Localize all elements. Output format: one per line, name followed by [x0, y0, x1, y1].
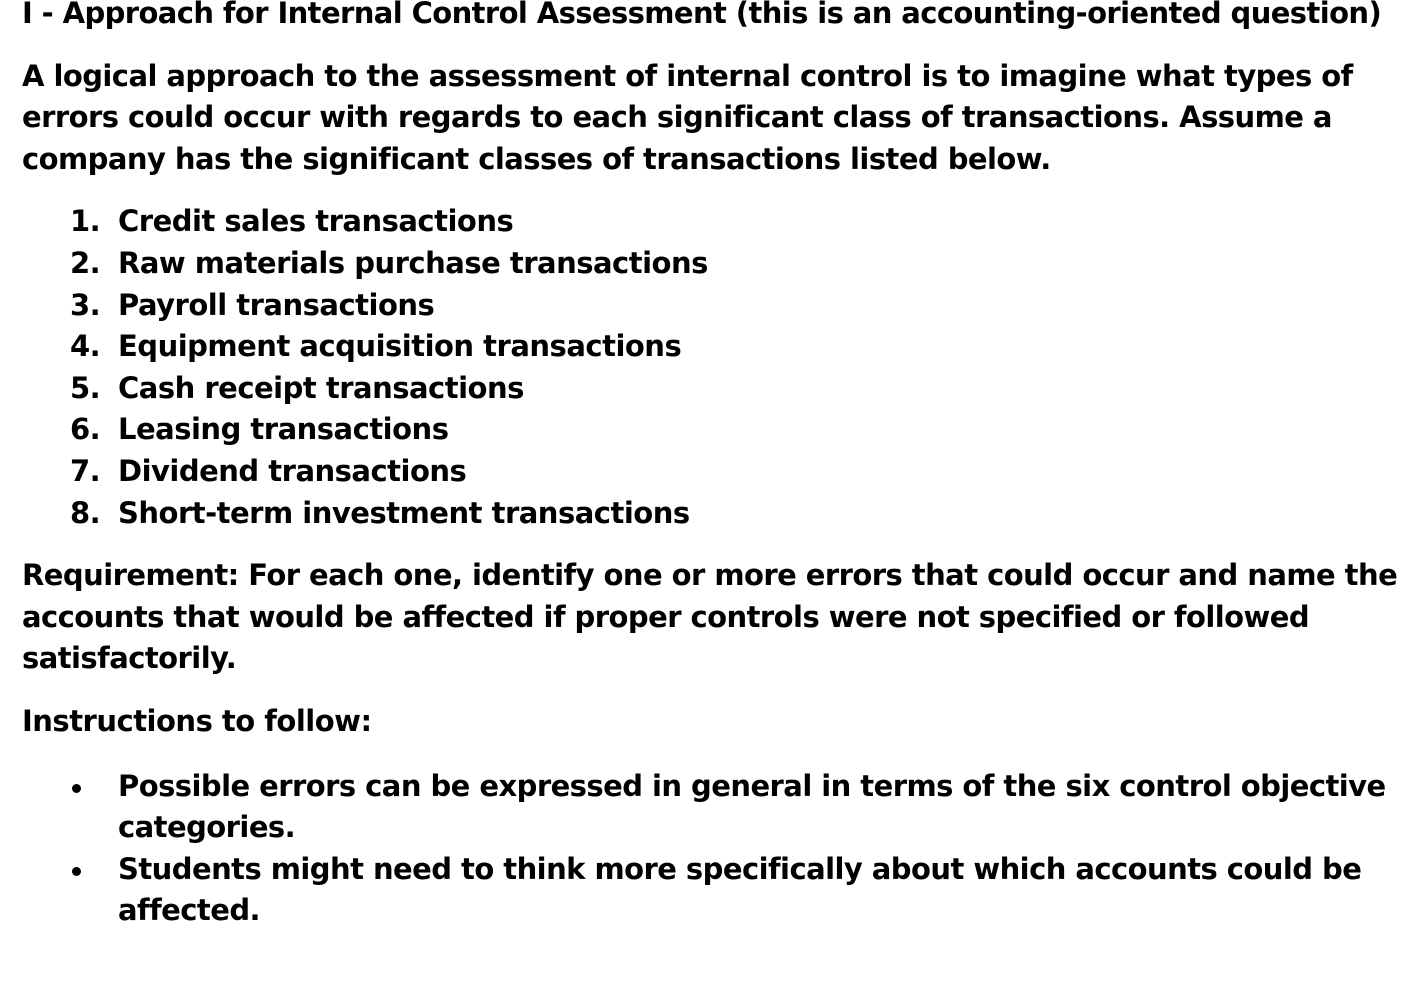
list-item-text: Credit sales transactions: [118, 204, 514, 239]
requirement-paragraph: Requirement: For each one, identify one or more errors that could occur and name the accounts that would be affected if proper controls were not specified or followed satisfactorily.: [22, 558, 1398, 676]
list-item: [22, 409, 1402, 451]
document-title: I - Approach for Internal Control Assessment (this is an accounting-oriented question): [22, 0, 1382, 30]
bullet-icon: [22, 849, 118, 932]
list-item-text: Leasing transactions: [118, 412, 449, 447]
list-number: 6.: [70, 412, 101, 447]
instructions-list: [22, 766, 1402, 932]
list-item: [22, 201, 1402, 243]
intro-paragraph: A logical approach to the assessment of internal control is to imagine what types of errors could occur with regards to each significant class of transactions. Assume a company has the significant classes of transactions listed below.: [22, 58, 1353, 176]
instruction-text: Students might need to think more specifically about which accounts could be affected.: [118, 851, 1362, 928]
list-number: 8.: [70, 495, 101, 530]
list-item-text: Cash receipt transactions: [118, 370, 524, 405]
bullet-icon: [22, 766, 118, 849]
list-item-text: Equipment acquisition transactions: [118, 329, 682, 364]
list-item: [22, 766, 1402, 849]
list-number: 2.: [70, 245, 101, 280]
list-number: 4.: [70, 329, 101, 364]
transaction-classes-list: [22, 201, 1402, 534]
list-number: 7.: [70, 453, 101, 488]
list-item-text: Short-term investment transactions: [118, 495, 690, 530]
instructions-heading: Instructions to follow:: [22, 703, 372, 738]
document: [22, 0, 1402, 932]
list-item: [22, 243, 1402, 285]
list-item: [22, 493, 1402, 535]
list-item-text: Payroll transactions: [118, 287, 435, 322]
list-item: [22, 849, 1402, 932]
list-item-text: Raw materials purchase transactions: [118, 245, 708, 280]
list-item-text: Dividend transactions: [118, 453, 467, 488]
list-number: 5.: [70, 370, 101, 405]
list-item: [22, 451, 1402, 493]
list-item: [22, 368, 1402, 410]
list-number: 3.: [70, 287, 101, 322]
list-item: [22, 326, 1402, 368]
list-item: [22, 285, 1402, 327]
list-number: 1.: [70, 204, 101, 239]
instruction-text: Possible errors can be expressed in general in terms of the six control objective categories.: [118, 768, 1386, 845]
